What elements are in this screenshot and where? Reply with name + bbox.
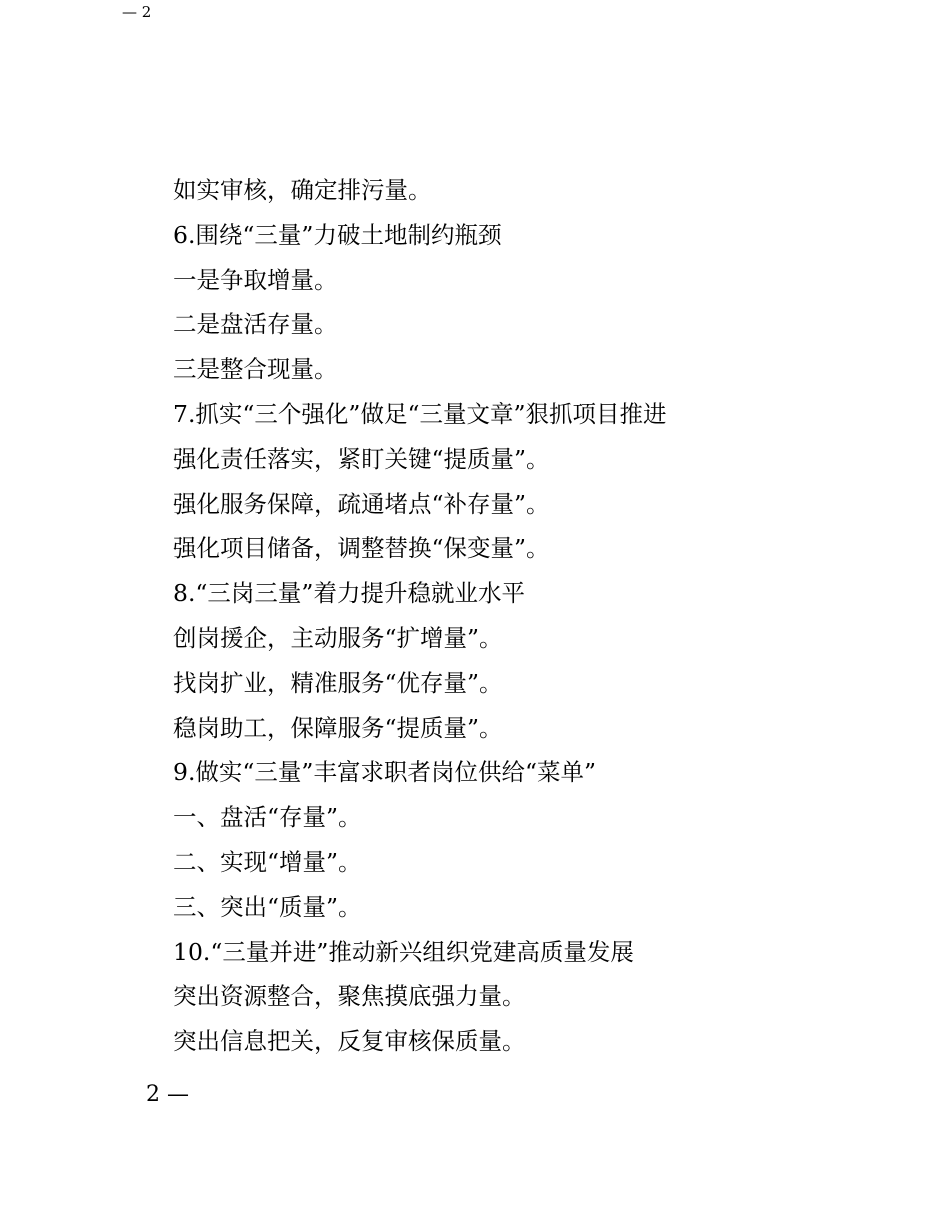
section-heading: 10.“三量并进”推动新兴组织党建高质量发展 bbox=[173, 937, 634, 966]
body-line: 强化责任落实，紧盯关键“提质量”。 bbox=[173, 444, 550, 473]
body-line: 创岗援企，主动服务“扩增量”。 bbox=[173, 623, 503, 652]
section-heading: 7.抓实“三个强化”做足“三量文章”狠抓项目推进 bbox=[173, 399, 667, 428]
body-line: 一是争取增量。 bbox=[173, 265, 338, 294]
body-line: 如实审核，确定排污量。 bbox=[173, 176, 432, 204]
body-line: 三、突出“质量”。 bbox=[173, 892, 362, 921]
page-number-bottom: 2 — bbox=[146, 1082, 189, 1107]
document-body bbox=[173, 168, 813, 1064]
body-line: 突出信息把关，反复审核保质量。 bbox=[173, 1027, 526, 1056]
body-line: 找岗扩业，精准服务“优存量”。 bbox=[173, 668, 503, 697]
body-line: 强化服务保障，疏通堵点“补存量”。 bbox=[173, 489, 550, 518]
body-line: 一、盘活“存量”。 bbox=[173, 803, 362, 832]
body-line: 二、实现“增量”。 bbox=[173, 847, 362, 876]
section-heading: 6.围绕“三量”力破土地制约瓶颈 bbox=[173, 220, 502, 249]
body-line: 二是盘活存量。 bbox=[173, 310, 338, 339]
body-line: 稳岗助工，保障服务“提质量”。 bbox=[173, 713, 503, 742]
body-line: 三是整合现量。 bbox=[173, 355, 338, 384]
page-number-top: — 2 bbox=[122, 3, 152, 21]
section-heading: 9.做实“三量”丰富求职者岗位供给“菜单” bbox=[173, 758, 596, 787]
body-line: 强化项目储备，调整替换“保变量”。 bbox=[173, 534, 550, 563]
section-heading: 8.“三岗三量”着力提升稳就业水平 bbox=[173, 579, 525, 608]
body-line: 突出资源整合，聚焦摸底强力量。 bbox=[173, 982, 526, 1011]
